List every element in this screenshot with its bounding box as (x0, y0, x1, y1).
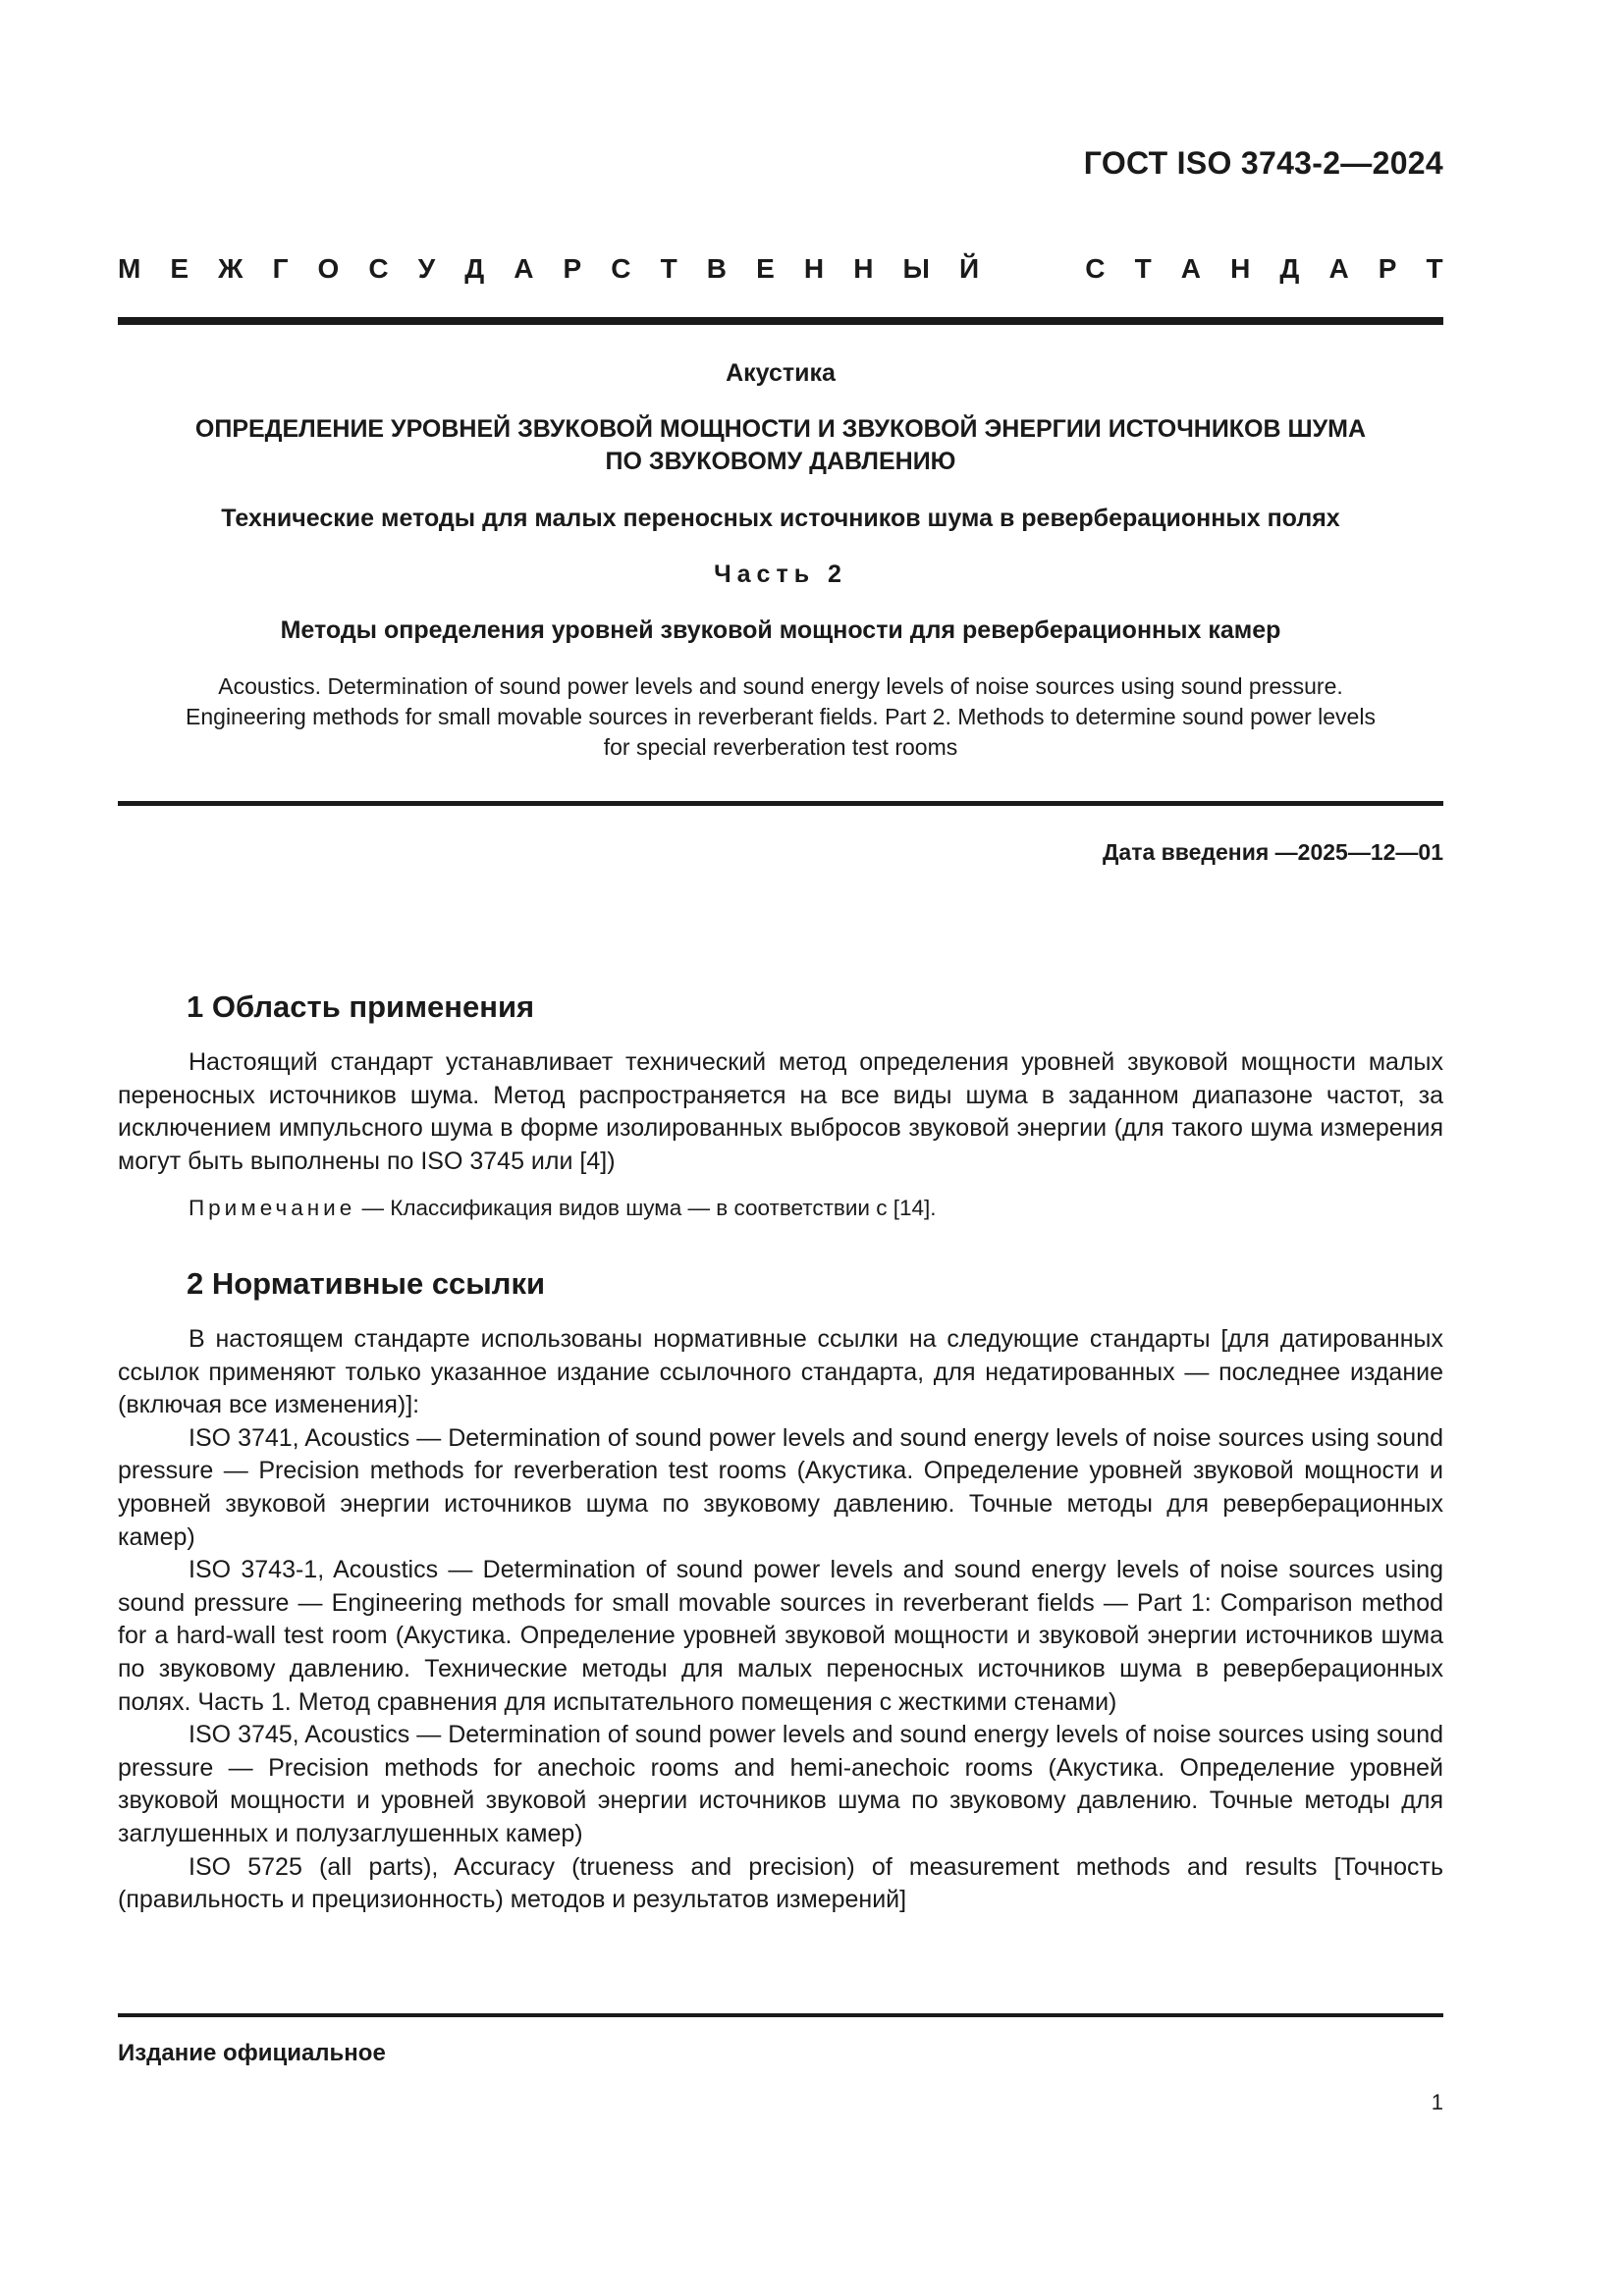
header-divider (118, 317, 1443, 325)
note (189, 1196, 937, 1221)
section-heading-scope: 1 Область применения (187, 989, 535, 1024)
letter: Р (563, 253, 582, 284)
subtitle: Технические методы для малых переносных источников шума в реверберационных полях (221, 505, 1340, 532)
letter: Е (170, 253, 189, 284)
footer-divider (118, 2013, 1443, 2017)
letter: Н (803, 253, 825, 284)
reference-item: ISO 3741, Acoustics — Determination of sound power levels and sound energy levels of noise sources using sound pressure — Precision methods for reverberation test rooms (Акустика. Определение уровней звуковой мощности и уровней звуковой энергии источников шума по звуковому давлению. Точные методы для реверберационных камер) (118, 1423, 1443, 1551)
introduction-date: Дата введения —2025—12—01 (1103, 839, 1443, 865)
note-label: Примечание (189, 1196, 356, 1220)
section-heading-normative-references: 2 Нормативные ссылки (187, 1266, 546, 1301)
main-title-line: ОПРЕДЕЛЕНИЕ УРОВНЕЙ ЗВУКОВОЙ МОЩНОСТИ И ЗВУКОВОЙ ЭНЕРГИИ ИСТОЧНИКОВ ШУМА (194, 415, 1367, 443)
part-number: Часть 2 (714, 561, 847, 588)
letter: В (706, 253, 728, 284)
part-title: Методы определения уровней звуковой мощности для реверберационных камер (280, 616, 1281, 644)
letter: А (1328, 253, 1349, 284)
letter: С (611, 253, 631, 284)
letter: У (417, 253, 436, 284)
letter: Н (1230, 253, 1251, 284)
letter: Г (272, 253, 289, 284)
section-scope-body (118, 1046, 1443, 1178)
reference-item: ISO 3743-1, Acoustics — Determination of sound power levels and sound energy levels of noise sources using sound pressure — Engineering methods for small movable sources in reverberant fields — Part 1: Comparison method for a hard-wall test room (Акустика. Определение уровней звуковой мощности и звуковой энергии источников шума по звуковому давлению. Технические методы для малых переносных источников шума в реверберационных полях. Часть 1. Метод сравнения для испытательного помещения с жесткими стенами) (118, 1556, 1443, 1716)
main-title (118, 413, 1443, 478)
reference-item: ISO 3745, Acoustics — Determination of sound power levels and sound energy levels of noise sources using sound pressure — Precision methods for anechoic rooms and hemi-anechoic rooms (Акустика. Определение уровней звуковой мощности и уровней звуковой энергии источников шума по звуковому давлению. Точные методы для заглушенных и полузаглушенных камер) (118, 1721, 1443, 1847)
letter: Д (464, 253, 485, 284)
letter: Ы (902, 253, 930, 284)
english-title-line: for special reverberation test rooms (603, 734, 958, 760)
official-edition-label: Издание официальное (118, 2040, 386, 2066)
field-title: Акустика (726, 359, 836, 387)
letter: Е (756, 253, 775, 284)
reference-item: ISO 5725 (all parts), Accuracy (trueness and precision) of measurement methods and results [Точность (правильность и прецизионность) методов и результатов измерений] (118, 1852, 1443, 1914)
english-title-line: Engineering methods for small movable sources in reverberant fields. Part 2. Methods to determine sound power levels (186, 704, 1376, 729)
letter: Н (853, 253, 874, 284)
interstate-standard-heading (118, 253, 1443, 285)
letter: Ж (218, 253, 244, 284)
letter: С (1085, 253, 1106, 284)
letter: Т (660, 253, 677, 284)
page-number: 1 (1431, 2090, 1443, 2114)
letter: Й (959, 253, 980, 284)
title-divider (118, 801, 1443, 806)
document-number: ГОСТ ISO 3743-2—2024 (1083, 145, 1443, 181)
letter: С (368, 253, 389, 284)
letter: Д (1279, 253, 1300, 284)
note-text: — Классификация видов шума — в соответствии с [14]. (355, 1196, 937, 1220)
paragraph: Настоящий стандарт устанавливает технический метод определения уровней звуковой мощности малых переносных источников шума. Метод распространяется на все виды шума в заданном диапазоне частот, за исключением импульсного шума в форме изолированных выбросов звуковой энергии (для такого шума измерения могут быть выполнены по ISO 3745 или [4]) (118, 1048, 1443, 1175)
section-normative-references-body (118, 1323, 1443, 1917)
letter: О (317, 253, 340, 284)
paragraph: В настоящем стандарте использованы нормативные ссылки на следующие стандарты [для датированных ссылок применяют только указанное издание ссылочного стандарта, для недатированных — последнее издание (включая все изменения)]: (118, 1325, 1443, 1419)
letter: А (514, 253, 534, 284)
english-title-line: Acoustics. Determination of sound power levels and sound energy levels of noise sources using sound pressure. (218, 673, 1343, 699)
letter: Т (1134, 253, 1152, 284)
english-title (118, 671, 1443, 763)
letter: Т (1426, 253, 1443, 284)
letter: Р (1378, 253, 1397, 284)
main-title-line: ПО ЗВУКОВОМУ ДАВЛЕНИЮ (605, 448, 956, 475)
letter: А (1180, 253, 1202, 284)
word-gap (1008, 253, 1056, 285)
letter: М (118, 253, 141, 284)
